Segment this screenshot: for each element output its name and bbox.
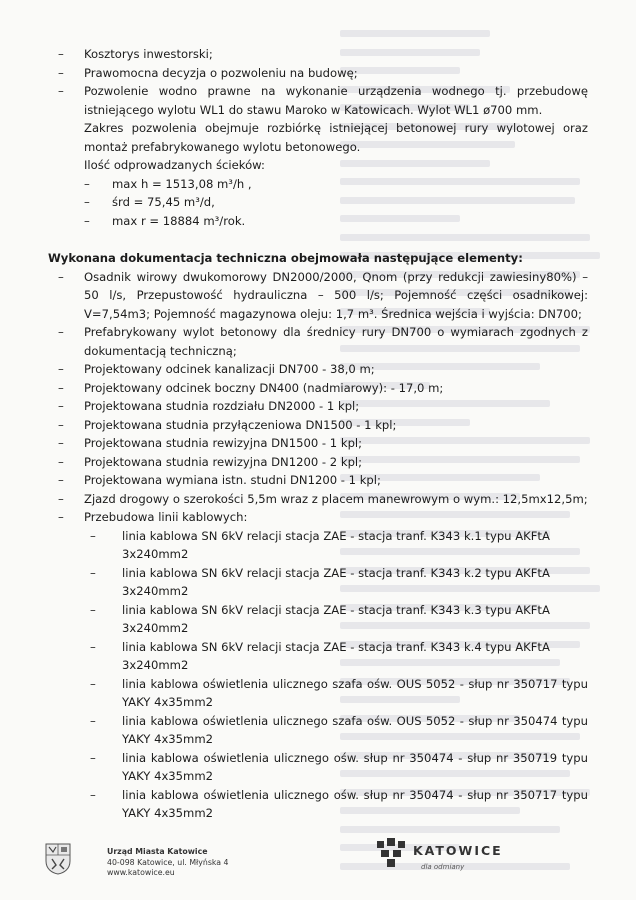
element-item xyxy=(54,416,588,435)
cable-item xyxy=(54,712,588,749)
katowice-logo-icon xyxy=(375,837,409,869)
flow-value: max h = 1513,08 m³/h , xyxy=(112,176,252,191)
element-text: Projektowana wymiana istn. studni DN1200 - 1 kpl; xyxy=(84,473,381,487)
element-item xyxy=(54,268,588,324)
permit-scope: Zakres pozwolenia obejmuje rozbiórkę istniejącej betonowej rury wylotowej oraz montaż prefabrykowanego wylotu betonowego. xyxy=(84,121,588,154)
list-dash: – xyxy=(90,676,96,691)
list-dash: – xyxy=(58,473,64,487)
list-dash: – xyxy=(58,417,64,432)
cable-text: linia kablowa oświetlenia ulicznego ośw. słup nr 350474 - słup nr 350717 typu YAKY 4x35mm2 xyxy=(122,787,588,820)
list-dash: – xyxy=(90,713,96,728)
cable-item xyxy=(54,564,588,601)
list-dash: – xyxy=(58,399,64,413)
element-text: Przebudowa linii kablowych: xyxy=(84,510,248,524)
list-dash: – xyxy=(58,47,64,61)
flow-label: Ilość odprowadzanych ścieków: xyxy=(84,158,265,172)
element-item xyxy=(54,397,588,416)
list-dash: – xyxy=(58,84,64,98)
element-item xyxy=(54,471,588,490)
element-item xyxy=(54,453,588,472)
element-text: Projektowany odcinek kanalizacji DN700 - 38,0 m; xyxy=(84,362,375,376)
list-dash: – xyxy=(58,325,64,339)
list-item-text: Kosztorys inwestorski; xyxy=(84,47,213,61)
list-dash: – xyxy=(90,787,96,802)
cable-text: linia kablowa oświetlenia ulicznego ośw. słup nr 350474 - słup nr 350719 typu YAKY 4x35mm2 xyxy=(122,750,588,783)
list-dash: – xyxy=(58,454,64,469)
list-item xyxy=(54,82,588,119)
list-item-text: Pozwolenie wodno prawne na wykonanie urządzenia wodnego tj. przebudowę istniejącego wylotu WL1 do stawu Maroko w Katowicach. Wylot WL1 ø700 mm. xyxy=(84,84,588,117)
cable-text: linia kablowa SN 6kV relacji stacja ZAE - stacja tranf. K343 k.3 typu AKFtA 3x240mm2 xyxy=(122,602,550,635)
element-text: Projektowana studnia rewizyjna DN1200 - 2 kpl; xyxy=(84,454,363,469)
list-item-text: Prawomocna decyzja o pozwoleniu na budowę; xyxy=(84,65,358,80)
office-name: Urząd Miasta Katowice xyxy=(107,847,208,856)
office-street: 40-098 Katowice, ul. Młyńska 4 xyxy=(107,857,229,867)
flow-value: śrd = 75,45 m³/d, xyxy=(112,195,215,209)
city-crest-icon xyxy=(45,843,71,875)
element-item xyxy=(54,360,588,379)
brand-tagline: dla odmiany xyxy=(421,863,465,871)
office-website: www.katowice.eu xyxy=(107,868,175,877)
element-item xyxy=(54,490,588,509)
office-address xyxy=(107,847,228,879)
cable-text: linia kablowa oświetlenia ulicznego szafa ośw. OUS 5052 - słup nr 350717 typu YAKY 4x35mm2 xyxy=(122,676,588,709)
cable-item xyxy=(54,749,588,786)
cable-item xyxy=(54,786,588,823)
list-dash: – xyxy=(58,362,64,376)
list-dash: – xyxy=(90,602,96,617)
section-heading: Wykonana dokumentacja techniczna obejmowała następujące elementy: xyxy=(48,251,523,265)
flow-item xyxy=(54,212,588,231)
list-dash: – xyxy=(84,195,90,209)
cable-text: linia kablowa oświetlenia ulicznego szafa ośw. OUS 5052 - słup nr 350474 typu YAKY 4x35mm2 xyxy=(122,713,588,746)
element-text: Projektowana studnia rewizyjna DN1500 - 1 kpl; xyxy=(84,436,363,450)
list-dash: – xyxy=(90,528,96,543)
element-item xyxy=(54,434,588,453)
list-dash: – xyxy=(58,380,64,395)
flow-value: max r = 18884 m³/rok. xyxy=(112,213,246,228)
cable-item xyxy=(54,601,588,638)
list-dash: – xyxy=(58,269,64,284)
list-dash: – xyxy=(90,750,96,765)
cable-item xyxy=(54,527,588,564)
cable-text: linia kablowa SN 6kV relacji stacja ZAE - stacja tranf. K343 k.2 typu AKFtA 3x240mm2 xyxy=(122,565,550,598)
cable-text: linia kablowa SN 6kV relacji stacja ZAE - stacja tranf. K343 k.1 typu AKFtA 3x240mm2 xyxy=(122,528,550,561)
element-text: Projektowana studnia rozdziału DN2000 - 1 kpl; xyxy=(84,399,360,413)
flow-item xyxy=(54,193,588,212)
list-dash: – xyxy=(84,176,90,191)
element-item xyxy=(54,508,588,527)
list-item xyxy=(54,64,588,83)
list-dash: – xyxy=(58,491,64,506)
element-text: Zjazd drogowy o szerokości 5,5m wraz z placem manewrowym o wym.: 12,5mx12,5m; xyxy=(84,491,588,506)
element-text: Prefabrykowany wylot betonowy dla średnicy rury DN700 o wymiarach zgodnych z dokumentacją techniczną; xyxy=(84,325,588,358)
list-item xyxy=(54,45,588,64)
list-dash: – xyxy=(58,65,64,80)
flow-item xyxy=(54,175,588,194)
list-dash: – xyxy=(90,639,96,654)
list-dash: – xyxy=(58,510,64,524)
cable-text: linia kablowa SN 6kV relacji stacja ZAE - stacja tranf. K343 k.4 typu AKFtA 3x240mm2 xyxy=(122,639,550,672)
list-dash: – xyxy=(84,213,90,228)
cable-item xyxy=(54,675,588,712)
cable-item xyxy=(54,638,588,675)
element-text: Projektowana studnia przyłączeniowa DN1500 - 1 kpl; xyxy=(84,417,397,432)
page-footer xyxy=(0,832,636,900)
element-text: Osadnik wirowy dwukomorowy DN2000/2000, Qnom (przy redukcji zawiesiny80%) – 50 l/s, Przepustowość hydrauliczna – 500 l/s; Pojemność części osadnikowej: V=7,54m3; Pojemność magazynowa oleju: 1,7 m³. Średnica wejścia i wyjścia: DN700; xyxy=(84,269,588,321)
document-body xyxy=(48,45,588,823)
element-item xyxy=(54,323,588,360)
element-item xyxy=(54,379,588,398)
element-text: Projektowany odcinek boczny DN400 (nadmiarowy): - 17,0 m; xyxy=(84,380,444,395)
list-dash: – xyxy=(90,565,96,580)
brand-name: KATOWICE xyxy=(413,843,503,858)
list-dash: – xyxy=(58,436,64,450)
